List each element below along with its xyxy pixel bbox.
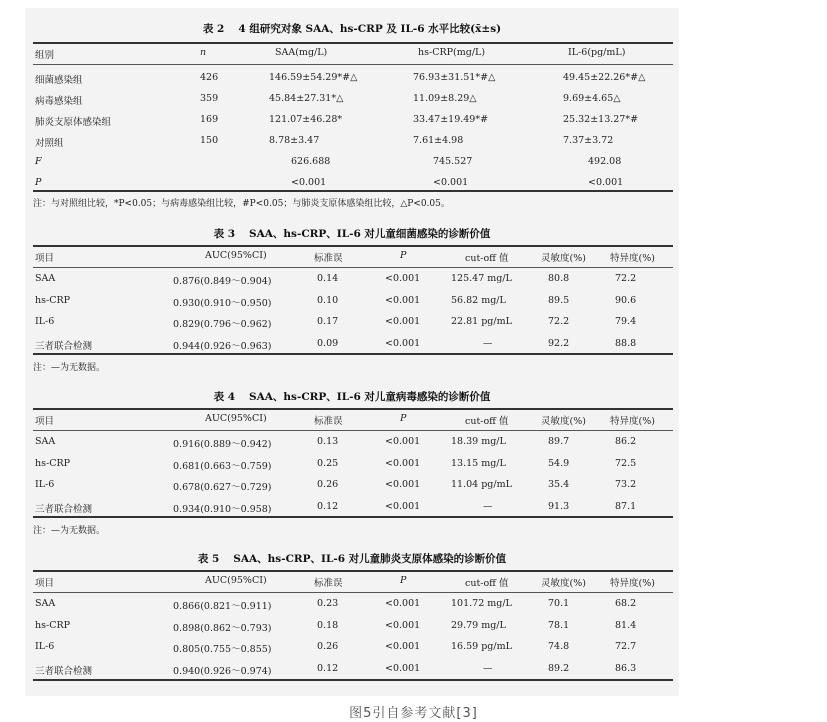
table5-row [33, 593, 673, 615]
table5-row [33, 636, 673, 658]
table3-header: 项目 [35, 253, 55, 264]
table5-cell: 0.866(0.821～0.911) [173, 601, 272, 612]
table3-cell: 0.10 [317, 294, 339, 306]
table4-header: 灵敏度(%) [541, 416, 586, 427]
table5-row [33, 615, 673, 637]
table5-cell: 0.23 [317, 598, 339, 609]
table2-cell: 492.08 [588, 156, 622, 167]
table3-cell: 三者联合检测 [35, 340, 93, 352]
table3-row [33, 311, 673, 333]
table5-cell: <0.001 [385, 619, 421, 631]
table4-cell: 0.678(0.627～0.729) [173, 482, 272, 493]
table4-row [33, 453, 673, 475]
table2-header: hs-CRP(mg/L) [418, 47, 486, 58]
table5-cell: IL-6 [35, 641, 55, 652]
table5-header: 灵敏度(%) [541, 578, 586, 589]
table3-row [33, 290, 673, 312]
table5-cell: 16.59 pg/mL [451, 641, 512, 652]
table2-cell: 11.09±8.29△ [413, 93, 477, 104]
table4-cell: 86.2 [615, 436, 637, 447]
table4-cell: SAA [35, 436, 56, 447]
table3-cell: 90.6 [615, 294, 637, 306]
table2-cell: 626.688 [291, 156, 331, 167]
table3-cell: 80.8 [548, 273, 570, 284]
table3-header: AUC(95%CI) [205, 250, 267, 261]
table5-cell: 0.18 [317, 619, 339, 631]
table4-title-text: SAA、hs-CRP、IL-6 对儿童病毒感染的诊断价值 [249, 391, 491, 403]
table3-title-text: SAA、hs-CRP、IL-6 对儿童细菌感染的诊断价值 [249, 228, 491, 240]
table4-cell: 87.1 [615, 500, 637, 512]
table4-row [33, 431, 673, 453]
table3-cell: <0.001 [385, 294, 421, 306]
table4-cell: 0.13 [317, 436, 339, 447]
table2-header-rule [33, 64, 673, 65]
table3-cell: 0.09 [317, 337, 339, 349]
table3-number: 表 3 [213, 228, 236, 240]
table5-number: 表 5 [197, 553, 220, 565]
table5-cell: 72.7 [615, 641, 637, 652]
document-page [25, 8, 679, 696]
table5-cell: hs-CRP [35, 619, 71, 631]
table3-cell: 0.17 [317, 316, 339, 327]
table3-cell: <0.001 [385, 273, 421, 284]
table2-cell: 病毒感染组 [35, 96, 83, 107]
table3-cell: 72.2 [548, 316, 570, 327]
table2-cell: <0.001 [291, 177, 327, 188]
table5-header: 项目 [35, 578, 55, 589]
table4-bottom-rule [33, 516, 673, 518]
table2-cell: 359 [200, 93, 219, 104]
table4-note: 注：—为无数据。 [33, 526, 106, 536]
table4-row [33, 474, 673, 496]
table2-cell: F [35, 156, 42, 167]
table4-header: 特异度(%) [610, 416, 655, 427]
table2-header: SAA(mg/L) [275, 47, 328, 58]
table5-title-text: SAA、hs-CRP、IL-6 对儿童肺炎支原体感染的诊断价值 [233, 553, 507, 565]
table2-row [33, 88, 673, 110]
table5-bottom-rule [33, 679, 673, 681]
table3-cell: 72.2 [615, 273, 637, 284]
table5-cell: 86.3 [615, 662, 637, 674]
table5-cell: SAA [35, 598, 56, 609]
table3-cell: — [483, 337, 493, 349]
table4-cell: 0.25 [317, 457, 339, 469]
figure-caption: 图5引自参考文献[3] [349, 706, 478, 721]
table5-cell: 74.8 [548, 641, 570, 652]
table3-cell: IL-6 [35, 316, 55, 327]
table2-cell: 细菌感染组 [35, 75, 83, 86]
table2-cell: 肺炎支原体感染组 [35, 117, 112, 128]
table5-cell: 70.1 [548, 598, 570, 609]
table2-header: n [200, 47, 207, 58]
table2-cell: 426 [200, 72, 219, 83]
table4-cell: — [483, 500, 493, 512]
table4-header-row [33, 408, 673, 430]
table5-cell: — [483, 662, 493, 674]
table5-header: 特异度(%) [610, 578, 655, 589]
table3-row [33, 333, 673, 355]
table3-cell: 89.5 [548, 294, 570, 306]
table2-cell: 7.37±3.72 [563, 135, 614, 146]
table5-cell: 0.805(0.755～0.855) [173, 644, 272, 655]
table4-header: AUC(95%CI) [205, 413, 267, 424]
table4-cell: 72.5 [615, 457, 637, 469]
table3-header: cut-off 值 [465, 253, 509, 264]
table4-cell: 0.916(0.889～0.942) [173, 439, 272, 450]
table3-cell: 125.47 mg/L [451, 273, 512, 284]
table2-cell: <0.001 [433, 177, 469, 188]
table3-header-row [33, 245, 673, 267]
table4-cell: 0.12 [317, 500, 339, 512]
table3-cell: <0.001 [385, 337, 421, 349]
table3-cell: 0.14 [317, 273, 339, 284]
table3-cell: 0.876(0.849～0.904) [173, 276, 272, 287]
table4-header: 标准误 [314, 416, 343, 427]
table3-cell: 88.8 [615, 337, 637, 349]
table3-header: P [400, 250, 407, 261]
table2-cell: 745.527 [433, 156, 473, 167]
table2-cell: 169 [200, 114, 219, 125]
table3-cell: 0.829(0.796～0.962) [173, 319, 272, 330]
table2-cell: 45.84±27.31*△ [269, 93, 344, 104]
table5-header: 标准误 [314, 578, 343, 589]
table2-title-text: 4 组研究对象 SAA、hs-CRP 及 IL-6 水平比较(x̄±s) [238, 23, 502, 35]
table3-cell: <0.001 [385, 316, 421, 327]
table2-cell: 25.32±13.27*# [563, 114, 639, 125]
table3-cell: 0.930(0.910～0.950) [173, 297, 272, 309]
table4-cell: 91.3 [548, 500, 570, 512]
table4-cell: <0.001 [385, 436, 421, 447]
table2-cell: 49.45±22.26*#△ [563, 72, 646, 83]
table3-row [33, 268, 673, 290]
table3-cell: hs-CRP [35, 294, 71, 306]
table4-cell: 18.39 mg/L [451, 436, 506, 447]
table2-cell: <0.001 [588, 177, 624, 188]
table5-cell: 0.898(0.862～0.793) [173, 622, 272, 634]
table3-header: 特异度(%) [610, 253, 655, 264]
table4-cell: 54.9 [548, 457, 570, 469]
table3-cell: SAA [35, 273, 56, 284]
table4-cell: 11.04 pg/mL [451, 479, 512, 490]
table5-cell: 81.4 [615, 619, 637, 631]
table3-header: 标准误 [314, 253, 343, 264]
table5-header: P [400, 575, 407, 586]
table2-row [33, 109, 673, 131]
table2-cell: 146.59±54.29*#△ [269, 72, 358, 83]
table4-number: 表 4 [213, 391, 236, 403]
table3-bottom-rule [33, 353, 673, 355]
table3-title [25, 226, 679, 241]
table4-cell: 35.4 [548, 479, 570, 490]
table5-cell: 0.12 [317, 662, 339, 674]
table2-title [25, 21, 679, 36]
table4-cell: 13.15 mg/L [451, 457, 506, 469]
table2-bottom-rule [33, 190, 673, 192]
table2-cell: 150 [200, 135, 219, 146]
table2-cell: 9.69±4.65△ [563, 93, 621, 104]
table3-cell: 92.2 [548, 337, 570, 349]
table5-cell: <0.001 [385, 662, 421, 674]
table3-cell: 22.81 pg/mL [451, 316, 512, 327]
table4-cell: IL-6 [35, 479, 55, 490]
table5-header-row [33, 570, 673, 592]
table4-header: 项目 [35, 416, 55, 427]
table4-cell: 0.681(0.663～0.759) [173, 460, 272, 472]
table4-header: cut-off 值 [465, 416, 509, 427]
table2-cell: 对照组 [35, 138, 64, 149]
table4-cell: 73.2 [615, 479, 637, 490]
table4-cell: 0.934(0.910～0.958) [173, 503, 272, 515]
table5-cell: 三者联合检测 [35, 665, 93, 677]
table4-cell: 0.26 [317, 479, 339, 490]
table2-cell: 8.78±3.47 [269, 135, 320, 146]
table4-title [25, 389, 679, 404]
table3-cell: 79.4 [615, 316, 637, 327]
table5-cell: 68.2 [615, 598, 637, 609]
table2-number: 表 2 [202, 23, 225, 35]
table3-cell: 56.82 mg/L [451, 294, 506, 306]
table2-note: 注：与对照组比较，*P<0.05；与病毒感染组比较，#P<0.05；与肺炎支原体感染组比较，△P<0.05。 [33, 199, 450, 209]
table4-cell: hs-CRP [35, 457, 71, 469]
table4-cell: <0.001 [385, 500, 421, 512]
table2-row [33, 67, 673, 89]
table4-header: P [400, 413, 407, 424]
table3-cell: 0.944(0.926～0.963) [173, 340, 272, 352]
table5-cell: <0.001 [385, 641, 421, 652]
table5-cell: 89.2 [548, 662, 570, 674]
table5-cell: 101.72 mg/L [451, 598, 512, 609]
table2-header: 组别 [35, 50, 55, 61]
table5-cell: <0.001 [385, 598, 421, 609]
table5-header: cut-off 值 [465, 578, 509, 589]
table4-cell: <0.001 [385, 479, 421, 490]
table4-cell: 89.7 [548, 436, 570, 447]
table5-title [25, 551, 679, 566]
table4-cell: <0.001 [385, 457, 421, 469]
table5-cell: 78.1 [548, 619, 570, 631]
table3-header: 灵敏度(%) [541, 253, 586, 264]
table5-cell: 0.940(0.926～0.974) [173, 665, 272, 677]
table2-cell: 33.47±19.49*# [413, 114, 489, 125]
table2-cell: 7.61±4.98 [413, 135, 464, 146]
table5-cell: 0.26 [317, 641, 339, 652]
table5-row [33, 658, 673, 680]
table3-note: 注：—为无数据。 [33, 363, 106, 373]
table4-row [33, 496, 673, 518]
table2-row [33, 151, 673, 173]
table4-cell: 三者联合检测 [35, 503, 93, 515]
table2-header-row [33, 42, 673, 64]
table2-cell: 121.07±46.28* [269, 114, 343, 125]
table2-cell: P [35, 177, 42, 188]
table2-cell: 76.93±31.51*#△ [413, 72, 496, 83]
table2-header: IL-6(pg/mL) [568, 47, 626, 58]
table2-row [33, 130, 673, 152]
table5-cell: 29.79 mg/L [451, 619, 506, 631]
table5-header: AUC(95%CI) [205, 575, 267, 586]
